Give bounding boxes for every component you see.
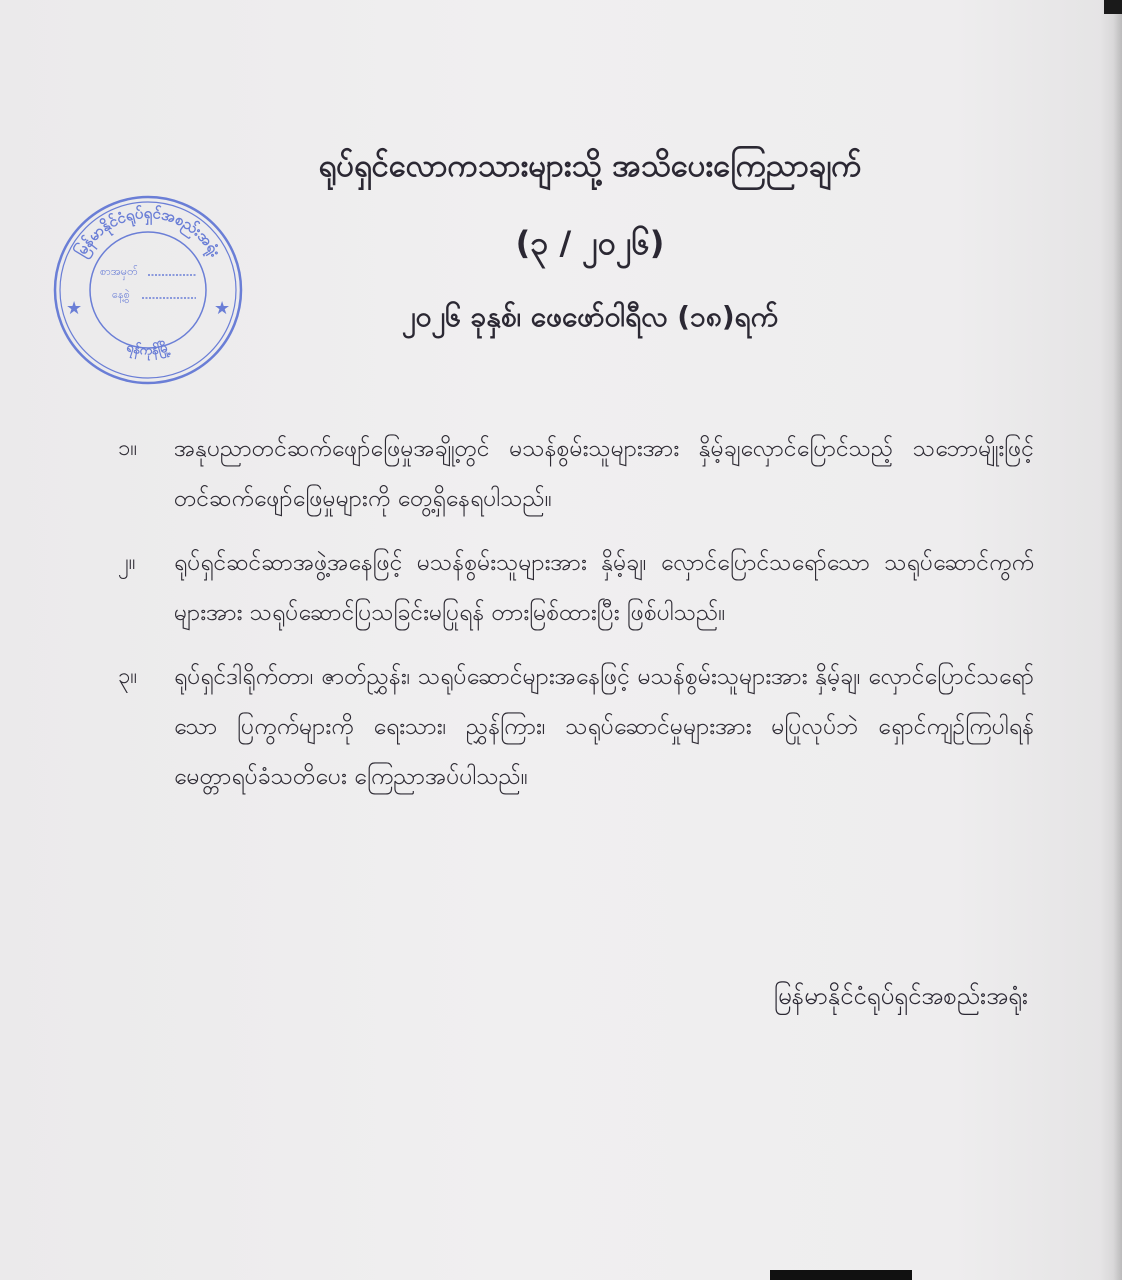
notice-title: ရုပ်ရှင်လောကသားများသို့ အသိပေးကြေညာချက် — [318, 148, 862, 184]
stamp-star-right-icon: ★ — [214, 298, 231, 319]
svg-text:ရန်ကုန်မြို့ — [124, 337, 173, 362]
notice-number: (၃ / ၂၀၂၆) — [515, 224, 665, 262]
stamp-ring-text: မြန်မာနိုင်ငံရုပ်ရှင်အစည်းအရုံး — [71, 203, 225, 260]
bottom-mark — [770, 1270, 912, 1280]
stamp-field-number: စာအမှတ် — [100, 265, 138, 278]
signature-organization: မြန်မာနိုင်ငံရုပ်ရှင်အစည်းအရုံး — [773, 982, 1028, 1010]
stamp-star-left-icon: ★ — [66, 298, 83, 319]
page-edge-shadow — [1100, 0, 1122, 1280]
stamp-seal-icon — [48, 190, 248, 390]
notice-date: ၂၀၂၆ ခုနှစ်၊ ဖေဖော်ဝါရီလ (၁၈)ရက် — [401, 300, 779, 333]
item-number: ၁။ — [118, 436, 138, 461]
item-number: ၃။ — [118, 664, 138, 689]
corner-mark — [1104, 0, 1122, 14]
official-stamp — [48, 190, 248, 390]
item-text: အနုပညာတင်ဆက်ဖျော်ဖြေမှုအချို့တွင် မသန်စွမ်းသူများအား နှိမ့်ချလှောင်ပြောင်သည့် သဘောမျိုးဖြင့် တင်ဆက်ဖျော်ဖြေမှုများကို တွေ့ရှိနေရပါသည်။ — [174, 436, 1034, 512]
item-text: ရုပ်ရှင်ဆင်ဆာအဖွဲ့အနေဖြင့် မသန်စွမ်းသူများအား နှိမ့်ချ၊ လှောင်ပြောင်သရော်သော သရုပ်ဆောင်ကွက်များအား သရုပ်ဆောင်ပြသခြင်းမပြုရန် တားမြစ်ထားပြီး ဖြစ်ပါသည်။ — [174, 550, 1034, 626]
stamp-field-date: နေ့စွဲ — [112, 288, 130, 301]
stamp-bottom-text: ရန်ကုန်မြို့ — [124, 339, 172, 359]
item-text: ရုပ်ရှင်ဒါရိုက်တာ၊ ဇာတ်ညွှန်း၊ သရုပ်ဆောင်များအနေဖြင့် မသန်စွမ်းသူများအား နှိမ့်ချ၊ လှောင်ပြောင်သရော်သော ပြကွက်များကို ရေးသား၊ ညွှန်ကြား၊ သရုပ်ဆောင်မှုများအား မပြုလုပ်ဘဲ ရှောင်ကျဉ်ကြပါရန် မေတ္တာရပ်ခံသတိပေး ကြေညာအပ်ပါသည်။ — [174, 664, 1034, 790]
item-number: ၂။ — [118, 550, 136, 575]
